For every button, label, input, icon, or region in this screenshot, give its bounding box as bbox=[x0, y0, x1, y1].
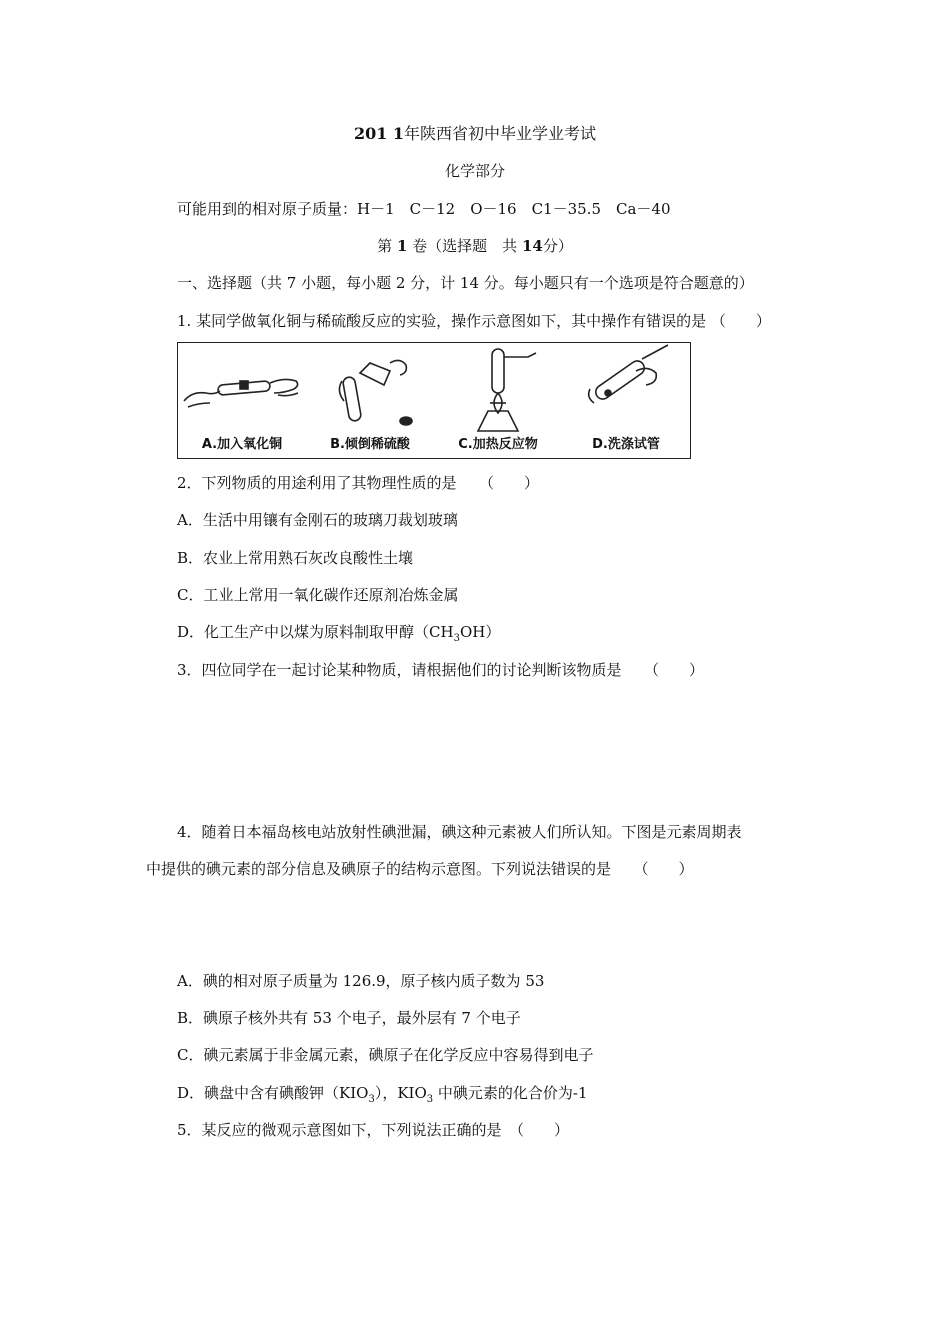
section-heading: 一、选择题（共 7 小题，每小题 2 分，计 14 分。每小题只有一个选项是符合题意的） bbox=[177, 274, 754, 292]
heat-reactants-illustration bbox=[434, 343, 562, 433]
exam-title bbox=[0, 124, 950, 144]
wash-test-tube-illustration bbox=[562, 343, 690, 433]
volume-heading bbox=[0, 236, 950, 256]
volume-number: 1 bbox=[396, 237, 408, 255]
question-2-option-a: A．生活中用镶有金刚石的玻璃刀裁划玻璃 bbox=[177, 511, 458, 529]
exam-title-text: 年陕西省初中毕业学业考试 bbox=[404, 124, 597, 143]
q2-d-text-end: OH） bbox=[459, 623, 501, 641]
figure-c bbox=[434, 343, 562, 458]
question-4-stem-line2: 中提供的碘元素的部分信息及碘原子的结构示意图。下列说法错误的是 （ ） bbox=[146, 860, 694, 878]
question-4-option-c: C．碘元素属于非金属元素，碘原子在化学反应中容易得到电子 bbox=[177, 1046, 594, 1064]
add-copper-oxide-illustration bbox=[178, 343, 306, 433]
figure-b bbox=[306, 343, 434, 458]
exam-subtitle: 化学部分 bbox=[444, 162, 505, 180]
q4-d-sub-1: 3 bbox=[368, 1094, 375, 1105]
question-4-option-a: A．碘的相对原子质量为 126.9，原子核内质子数为 53 bbox=[177, 972, 545, 990]
q4-d-text-2: ），KIO bbox=[374, 1084, 427, 1102]
question-4-option-d bbox=[177, 1083, 588, 1103]
figure-b-label: B.倾倒稀硫酸 bbox=[330, 437, 410, 452]
volume-score: 14 bbox=[521, 237, 543, 255]
q2-d-text: D．化工生产中以煤为原料制取甲醇（CH bbox=[177, 623, 454, 641]
question-3-stem: 3．四位同学在一起讨论某种物质，请根据他们的讨论判断该物质是 （ ） bbox=[177, 661, 705, 679]
volume-suffix: 分） bbox=[542, 237, 573, 255]
question-1-stem: 1. 某同学做氧化铜与稀硫酸反应的实验，操作示意图如下，其中操作有错误的是 （ ） bbox=[177, 312, 771, 330]
question-2-option-c: C．工业上常用一氧化碳作还原剂冶炼金属 bbox=[177, 586, 459, 604]
question-4-option-b: B．碘原子核外共有 53 个电子，最外层有 7 个电子 bbox=[177, 1009, 521, 1027]
atomic-mass-line: 可能用到的相对原子质量：H－1 C－12 O－16 C1－35.5 Ca－40 bbox=[177, 200, 671, 218]
question-2-option-b: B．农业上常用熟石灰改良酸性土壤 bbox=[177, 549, 414, 567]
question-2-option-d bbox=[177, 622, 500, 642]
lab-operations-figure bbox=[177, 342, 691, 459]
volume-mid: 卷（选择题 共 bbox=[412, 237, 518, 255]
figure-c-label: C.加热反应物 bbox=[458, 437, 538, 452]
q2-d-subscript: 3 bbox=[453, 633, 460, 644]
figure-d bbox=[562, 343, 690, 458]
question-2-stem: 2．下列物质的用途利用了其物理性质的是 （ ） bbox=[177, 474, 540, 492]
question-4-stem-line1: 4．随着日本福岛核电站放射性碘泄漏，碘这种元素被人们所认知。下图是元素周期表 bbox=[177, 823, 742, 841]
q4-d-sub-2: 3 bbox=[426, 1094, 434, 1105]
q4-d-text-3: 中碘元素的化合价为-1 bbox=[433, 1084, 588, 1102]
question-5-stem: 5．某反应的微观示意图如下，下列说法正确的是 （ ） bbox=[177, 1121, 570, 1139]
volume-prefix: 第 bbox=[377, 237, 393, 255]
q4-d-text-1: D．碘盘中含有碘酸钾（KIO bbox=[177, 1084, 369, 1102]
figure-d-label: D.洗涤试管 bbox=[592, 437, 660, 452]
pour-sulfuric-acid-illustration bbox=[306, 343, 434, 433]
exam-year: 201 1 bbox=[353, 124, 405, 143]
figure-a-label: A.加入氧化铜 bbox=[201, 437, 283, 452]
figure-a bbox=[178, 343, 306, 458]
